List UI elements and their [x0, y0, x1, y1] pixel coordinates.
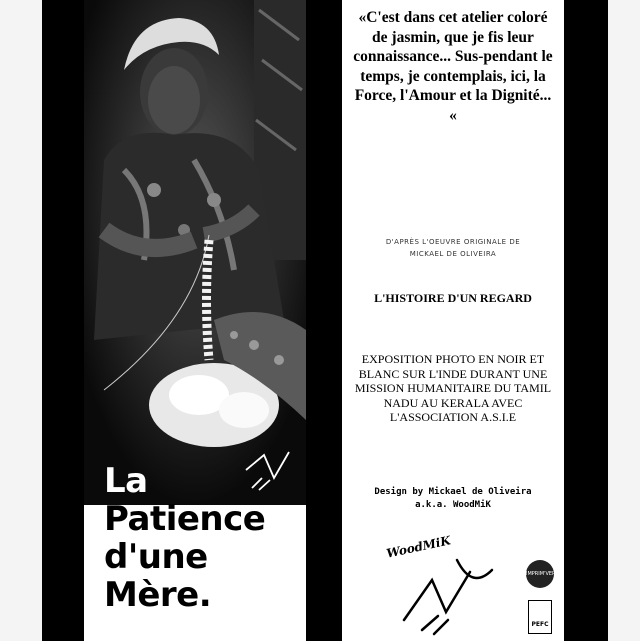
woodmik-logo: WoodMiK — [385, 533, 452, 561]
credit-line-2: MICKAEL DE OLIVEIRA — [409, 250, 497, 258]
design-line-2: a.k.a. WoodMiK — [415, 500, 491, 510]
story-title: L'HISTOIRE D'UN REGARD — [374, 291, 532, 305]
poster-title — [104, 462, 304, 614]
title-line-1: La — [104, 461, 148, 501]
imprim-vert-badge: IMPRIM'VERT — [526, 560, 554, 588]
quote-text: «C'est dans cet atelier coloré de jasmin, que je fis leur connaissance... Sus-pendant le temps, je contemplais, ici, la Force, l'Amour et la Dignité... « — [353, 9, 553, 124]
logo-area — [342, 530, 564, 641]
photo-illustration — [84, 0, 306, 505]
design-line-1: Design by Mickael de Oliveira — [374, 487, 532, 497]
design-credit — [352, 486, 554, 512]
credit-line-1: D'APRÈS L'OEUVRE ORIGINALE DE — [385, 238, 521, 246]
pefc-logo: PEFC — [528, 600, 552, 634]
title-line-4: Mère. — [104, 575, 212, 615]
text-panel — [342, 0, 564, 641]
title-line-2: Patience — [104, 499, 266, 539]
exposition-text: EXPOSITION PHOTO EN NOIR ET BLANC SUR L'INDE DURANT UNE MISSION HUMANITAIRE DU TAMIL NADU AU KERALA AVEC L'ASSOCIATION A.S.I.E — [354, 352, 552, 424]
photo-panel — [84, 0, 306, 641]
credit-text — [362, 236, 544, 260]
photo-woman-threading-jasmine — [84, 0, 306, 505]
title-line-3: d'une — [104, 537, 208, 577]
